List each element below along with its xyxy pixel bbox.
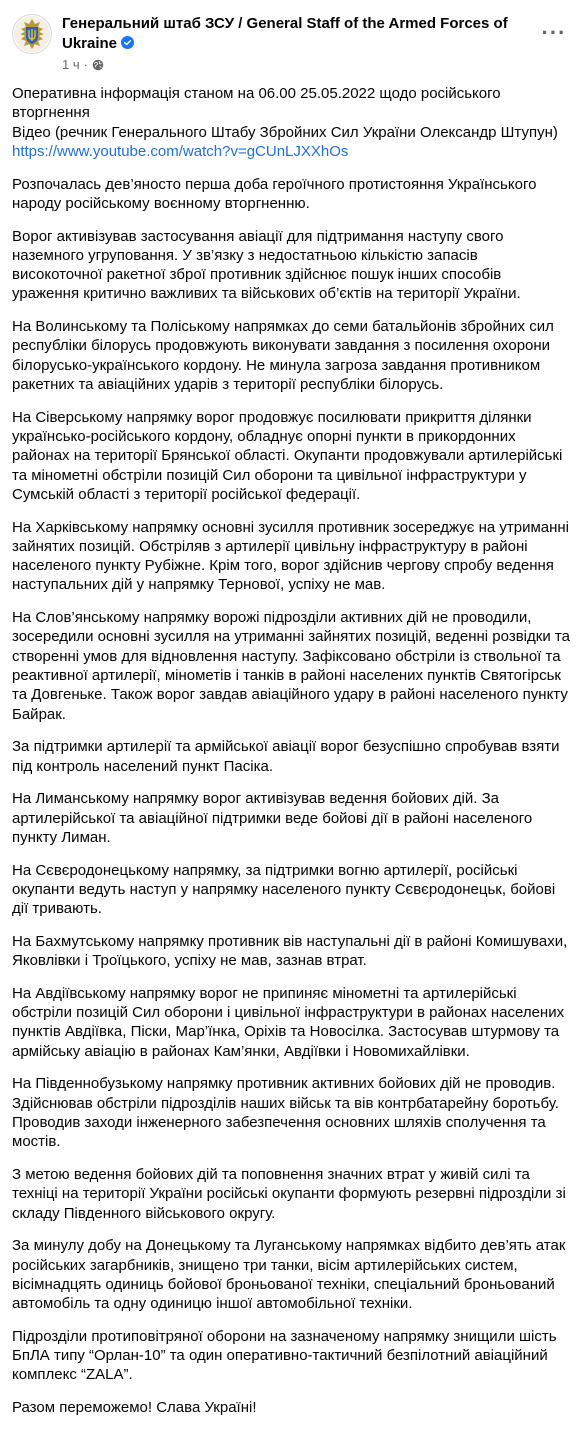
page-avatar[interactable] [12,14,52,54]
more-options-button[interactable] [539,18,569,48]
meta-separator: · [83,57,88,72]
more-options-icon: ··· [541,20,567,45]
post-body [12,84,570,1431]
post-paragraph: За минулу добу на Донецькому та Луганському напрямках відбито дев’ять атак російських загарбників, знищено три танки, вісім артилерійських систем, вісімнадцять одиниць бойової броньованої техніки, спеціальний броньований автомобіль та одну одиницю іншої автомобільної техніки. [12,1237,566,1313]
post-paragraph: За підтримки артилерії та армійської авіації ворог безуспішно спробував взяти під контроль населений пункт Пасіка. [12,738,560,775]
page-name-link[interactable] [62,14,522,54]
post-timestamp[interactable]: 1 ч [62,57,80,72]
post-paragraph: На Харківському напрямку основні зусилля противник зосереджує на утриманні зайнятих позицій. Обстріляв з артилерії цивільну інфраструктуру в районі населеного пункту Рубіжне. Крім того, ворог здійснив чергову спробу ведення наступальних дій у напрямку Тернової, успіху не мав. [12,518,570,594]
intro-title: Оперативна інформація станом на 06.00 25.05.2022 щодо російського вторгнення [12,85,501,122]
post-paragraph: На Авдіївському напрямку ворог не припиняє мінометні та артилерійські обстріли позицій Сил оборони і цивільної інфраструктури в районах населених пунктів Авдіївка, Піски, Мар’їнка, Оріхів та Новосілка. Застосував штурмову та армійську авіацію в районах Кам’янки, Авдіївки і Новомихайлівки. [12,984,565,1060]
post-paragraph: На Лиманському напрямку ворог активізував ведення бойових дій. За артилерійської та авіаційної підтримки веде бойові дії в районі населеного пункту Лиман. [12,790,533,846]
post-paragraph: З метою ведення бойових дій та поповнення значних втрат у живій силі та техніці на території України російські окупанти формують резервні підрозділи зі складу Південного військового округу. [12,1166,566,1222]
post-paragraph: Розпочалась дев’яносто перша доба героїчного протистояння Українського народу російському воєнному вторгненню. [12,175,537,212]
post-paragraph: На Волинському та Поліському напрямках до семи батальйонів збройних сил республіки білорусь продовжують виконувати завдання з посилення охорони білорусько-українського кордону. Не минула загроза завдання противником ракетних та авіаційних ударів з території республіки білорусь. [12,318,554,394]
post-meta [62,57,104,73]
post-paragraph: На Слов’янському напрямку ворожі підрозділи активних дій не проводили, зосередили основні зусилля на утриманні зайнятих позицій, веденні розвідки та створенні умов для відновлення наступу. Зафіксовано обстріли із ствольної та реактивної артилерії, мінометів і танків в районі населених пунктів Святогірськ та Довгеньке. Також ворог завдав авіаційного удару в районі населеного пункту Байрак. [12,609,570,723]
post-header [0,0,581,78]
verified-badge-icon [121,36,134,49]
post-closing: Разом переможемо! Слава Україні! [12,1399,257,1417]
post-intro [12,84,570,161]
coat-of-arms-icon [13,15,51,53]
globe-icon[interactable] [92,59,104,71]
post-paragraph: На Сєвєродонецькому напрямку, за підтримки вогню артилерії, російські окупанти ведуть наступ у напрямку населеного пункту Сєвєродонецьк, бойові дії тривають. [12,861,556,918]
post-paragraph: На Бахмутському напрямку противник вів наступальні дії в районі Комишувахи, Яковлівки і Троїцького, успіху не мав, зазнав втрат. [12,932,568,970]
video-link[interactable]: https://www.youtube.com/watch?v=gCUnLJXXhOs [12,142,349,160]
post-paragraph: Ворог активізував застосування авіації для підтримання наступу свого наземного угруповання. У зв’язку з недостатньою кількістю запасів високоточної ракетної зброї противник здійснює пошук інших способів ураження критично важливих та військових об’єктів на території України. [12,227,521,303]
post-paragraph: Підрозділи протиповітряної оборони на зазначеному напрямку знищили шість БпЛА типу “Орлан-10” та один оперативно-тактичний безпілотний авіаційний комплекс “ZALA”. [12,1327,557,1384]
post-paragraph: На Сіверському напрямку ворог продовжує посилювати прикриття ділянки українсько-російського кордону, обладнує опорні пункти в прикордонних районах на території Брянської області. Окупанти продовжували артилерійські та мінометні обстріли позицій Сил оборони та цивільної інфраструктури у Сумській області з території російської федерації. [12,408,563,503]
intro-video-caption: Відео (речник Генерального Штабу Збройних Сил України Олександр Штупун) [12,123,558,141]
post-paragraph: На Південнобузькому напрямку противник активних бойових дій не проводив. Здійснював обстріли підрозділів наших військ та вів контрбатарейну боротьбу. Проводив заходи інженерного забезпечення основних шляхів сполучення та мостів. [12,1075,559,1151]
page-name: Генеральний штаб ЗСУ / General Staff of the Armed Forces of Ukraine [62,15,508,52]
